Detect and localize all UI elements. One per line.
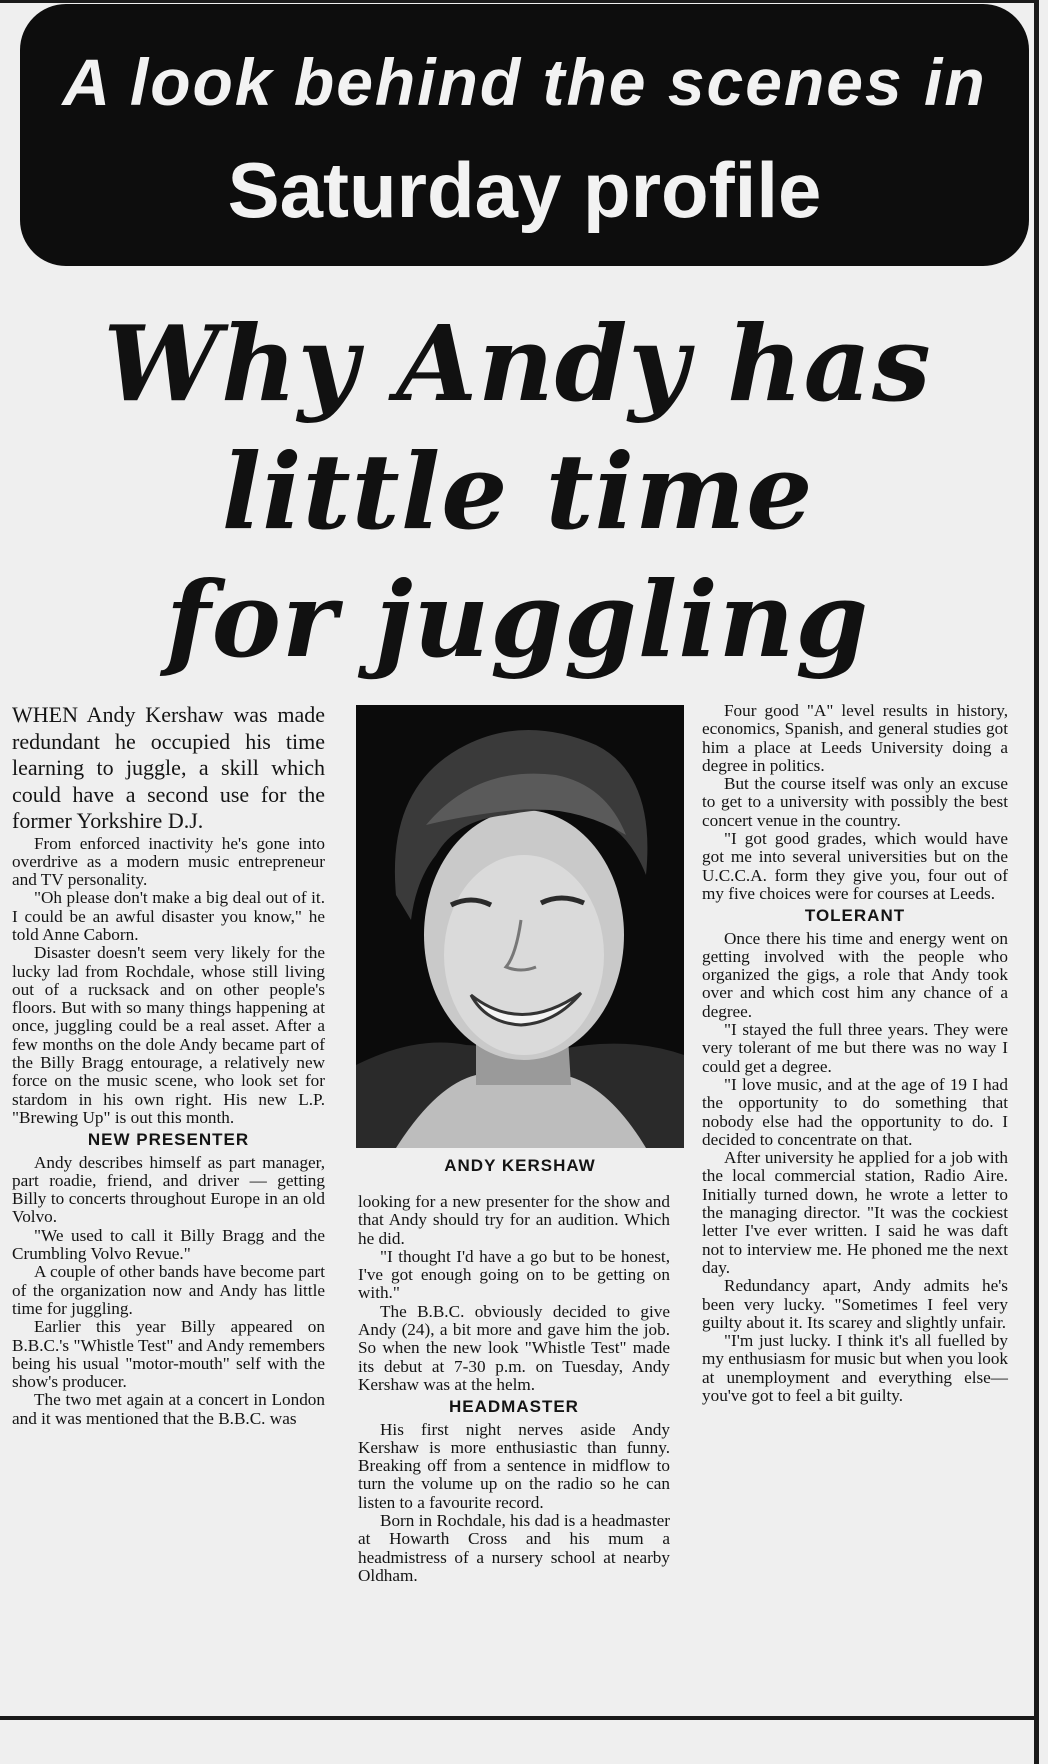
body-paragraph: looking for a new presenter for the show and that Andy should try for an audition. Which he did. bbox=[358, 1192, 670, 1248]
top-border-rule bbox=[0, 0, 1035, 3]
headline-line-1: Why Andy has bbox=[103, 302, 932, 425]
body-paragraph: Born in Rochdale, his dad is a headmaster at Howarth Cross and his mum a headmistress of a nursery school at nearby Oldham. bbox=[358, 1511, 670, 1585]
body-paragraph: "I got good grades, which would have got me into several universities but on the U.C.C.A. form they give you, four out of my five choices were for courses at Leeds. bbox=[702, 829, 1008, 903]
article-column-3 bbox=[702, 702, 1008, 1405]
section-banner bbox=[20, 4, 1029, 266]
body-paragraph: "I love music, and at the age of 19 I had the opportunity to do something that nobody else had the opportunity to do. I decided to concentrate on that. bbox=[702, 1074, 1008, 1149]
body-paragraph: After university he applied for a job with the local commercial station, Radio Aire. Initially turned down, he wrote a letter to the managing director. "It was the cockiest letter I've ever written. I said he was daft not to interview me. He phoned me the next day. bbox=[702, 1148, 1008, 1277]
body-paragraph: But the course itself was only an excuse to get to a university with possibly the best concert venue in the country. bbox=[702, 774, 1008, 830]
body-paragraph: From enforced inactivity he's gone into overdrive as a modern music entrepreneur and TV personality. bbox=[12, 833, 325, 890]
body-paragraph: Andy describes himself as part manager, part roadie, friend, and driver — getting Billy to concerts throughout Europe in an old Volvo. bbox=[12, 1152, 325, 1227]
body-paragraph: "Oh please don't make a big deal out of it. I could be an awful disaster you know," he told Anne Caborn. bbox=[12, 888, 325, 944]
article-headline bbox=[0, 300, 1035, 684]
right-border-rule bbox=[1034, 0, 1039, 1764]
headline-line-2: little time bbox=[221, 430, 814, 553]
body-paragraph: "We used to call it Billy Bragg and the Crumbling Volvo Revue." bbox=[12, 1225, 325, 1264]
portrait-illustration bbox=[356, 705, 684, 1148]
subhead-tolerant: TOLERANT bbox=[804, 906, 906, 926]
body-paragraph: Once there his time and energy went on getting involved with the people who organized the gigs, a role that Andy took over and which cost him any chance of a degree. bbox=[702, 928, 1008, 1021]
portrait-photo bbox=[356, 705, 684, 1148]
body-paragraph: Earlier this year Billy appeared on B.B.C.'s "Whistle Test" and Andy remembers being his usual "motor-mouth" self with the show's producer. bbox=[12, 1317, 325, 1392]
body-paragraph: Disaster doesn't seem very likely for the lucky lad from Rochdale, whose still living out of a rucksack and on other people's floors. But with so many things happening at once, juggling could be a real asset. After a few months on the dole Andy became part of the Billy Bragg entourage, a relatively new force on the music scene, who look set for stardom in his own right. His new L.P. "Brewing Up" is out this month. bbox=[12, 943, 325, 1127]
lead-paragraph: WHEN Andy Kershaw was made redundant he occupied his time learning to juggle, a skill which could have a second use for the former Yorkshire D.J. bbox=[12, 702, 325, 833]
banner-title: Saturday profile bbox=[227, 146, 822, 234]
body-paragraph: A couple of other bands have become part of the organization now and Andy has little time for juggling. bbox=[12, 1262, 325, 1318]
subhead-new-presenter: NEW PRESENTER bbox=[87, 1130, 250, 1150]
article-column-1 bbox=[12, 702, 325, 1428]
body-paragraph: "I stayed the full three years. They were very tolerant of me but there was no way I could get a degree. bbox=[702, 1020, 1008, 1076]
body-paragraph: The two met again at a concert in London and it was mentioned that the B.B.C. was bbox=[12, 1390, 325, 1428]
body-paragraph: Four good "A" level results in history, economics, Spanish, and general studies got him a place at Leeds University doing a degree in politics. bbox=[702, 701, 1008, 775]
body-paragraph: Redundancy apart, Andy admits he's been very lucky. "Sometimes I feel very guilty about it. Its scarey and slightly unfair. bbox=[702, 1276, 1008, 1332]
subhead-headmaster: HEADMASTER bbox=[449, 1397, 579, 1417]
photo-caption: ANDY KERSHAW bbox=[444, 1156, 596, 1175]
body-paragraph: "I thought I'd have a go but to be honest, I've got enough going on to be getting on with." bbox=[358, 1246, 670, 1303]
body-paragraph: "I'm just lucky. I think it's all fuelled by my enthusiasm for music but when you look at unemployment and everything else—you've got to feel a bit guilty. bbox=[702, 1331, 1009, 1405]
body-paragraph: His first night nerves aside Andy Kershaw is more enthusiastic than funny. Breaking off from a sentence in midflow to turn the volume up on the radio so he can listen to a favourite record. bbox=[358, 1419, 670, 1512]
body-paragraph: The B.B.C. obviously decided to give Andy (24), a bit more and gave him the job. So when the new look "Whistle Test" made its debut at 7-30 p.m. on Tuesday, Andy Kershaw was at the helm. bbox=[358, 1301, 670, 1394]
headline-line-3: for juggling bbox=[165, 558, 870, 681]
article-column-2 bbox=[358, 1193, 670, 1585]
bottom-border-rule bbox=[0, 1716, 1035, 1720]
banner-kicker: A look behind the scenes in bbox=[62, 45, 987, 119]
